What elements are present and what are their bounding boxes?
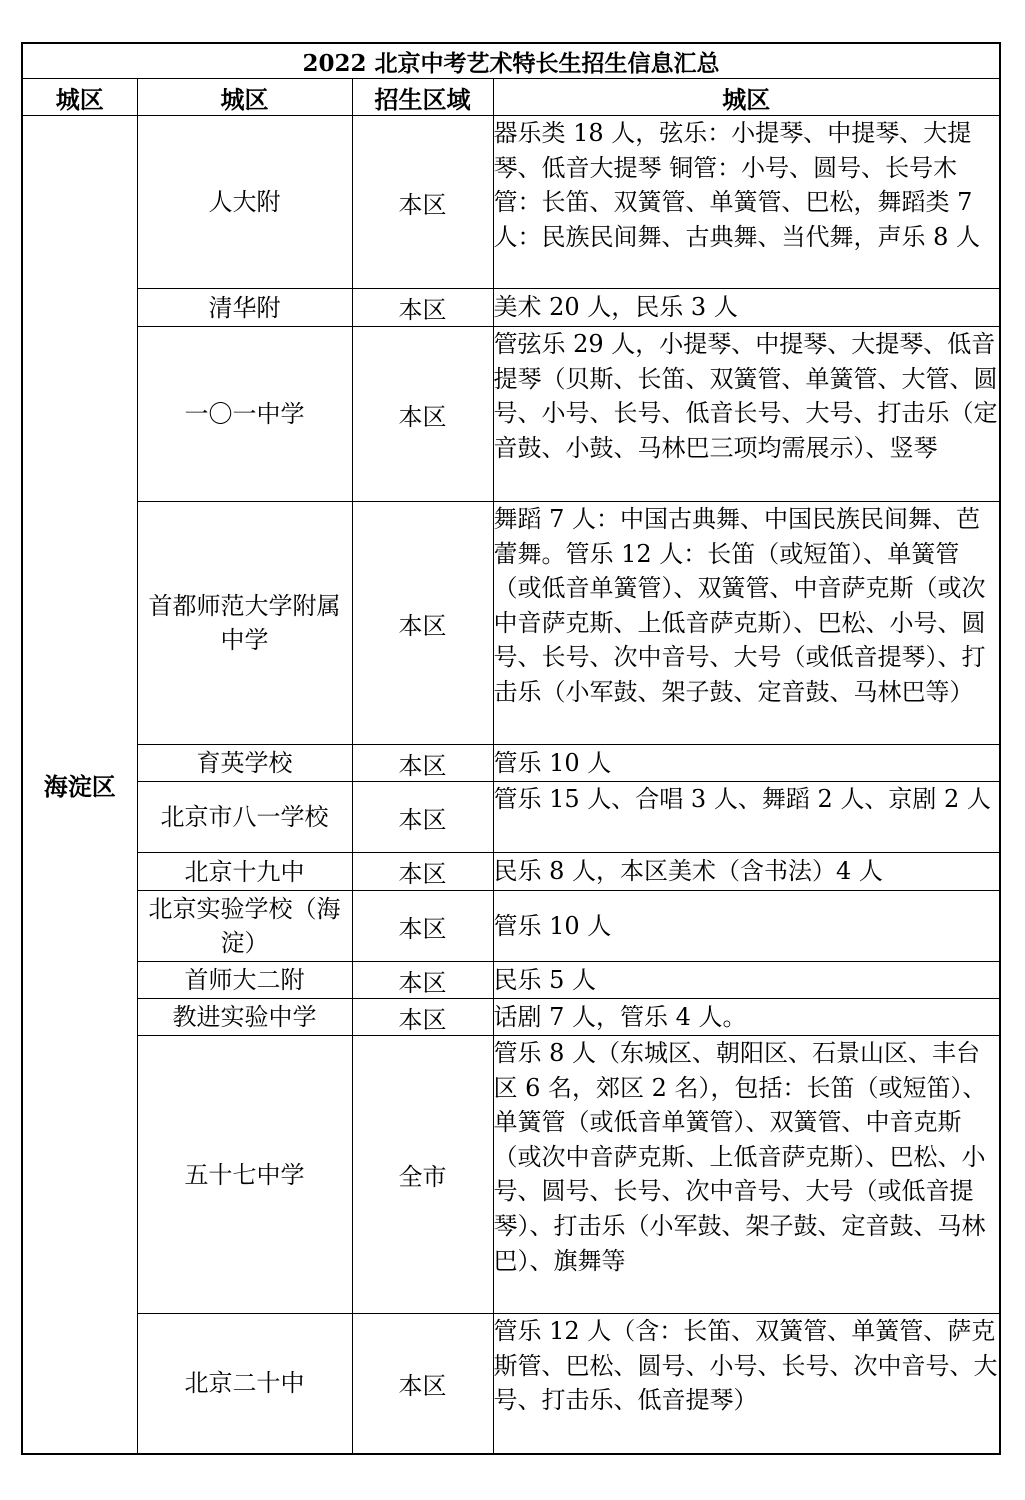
enroll-area: 本区 xyxy=(352,289,493,327)
table-row xyxy=(22,891,1000,962)
school-name: 育英学校 xyxy=(137,745,352,782)
table-row xyxy=(22,782,1000,853)
enroll-area: 本区 xyxy=(352,327,493,502)
enroll-info: 管弦乐 29 人，小提琴、中提琴、大提琴、低音提琴（贝斯、长笛、双簧管、单簧管、大管、圆号、小号、长号、低音长号、大号、打击乐（定音鼓、小鼓、马林巴三项均需展示）、竖琴 xyxy=(493,327,1000,502)
enroll-info: 管乐 10 人 xyxy=(493,745,1000,782)
enroll-area: 全市 xyxy=(352,1036,493,1314)
enroll-area: 本区 xyxy=(352,116,493,289)
school-name: 清华附 xyxy=(137,289,352,327)
school-name: 首都师范大学附属中学 xyxy=(137,502,352,745)
table-row xyxy=(22,327,1000,502)
table-row xyxy=(22,1314,1000,1454)
school-name: 首师大二附 xyxy=(137,962,352,999)
table-title: 2022 北京中考艺术特长生招生信息汇总 xyxy=(22,43,1000,79)
header-area: 招生区域 xyxy=(352,79,493,116)
school-name: 一〇一中学 xyxy=(137,327,352,502)
school-name: 北京二十中 xyxy=(137,1314,352,1454)
school-name: 北京市八一学校 xyxy=(137,782,352,853)
enroll-info: 管乐 10 人 xyxy=(493,891,1000,962)
enroll-area: 本区 xyxy=(352,782,493,853)
school-name: 教进实验中学 xyxy=(137,999,352,1036)
enroll-info: 话剧 7 人，管乐 4 人。 xyxy=(493,999,1000,1036)
enroll-info: 美术 20 人，民乐 3 人 xyxy=(493,289,1000,327)
header-row xyxy=(22,79,1000,116)
enroll-info: 管乐 8 人（东城区、朝阳区、石景山区、丰台区 6 名，郊区 2 名），包括：长笛（或短笛）、单簧管（或低音单簧管）、双簧管、中音克斯（或次中音萨克斯、上低音萨克斯）、巴松、小号、圆号、长号、次中音号、大号（或低音提琴）、打击乐（小军鼓、架子鼓、定音鼓、马林巴）、旗舞等 xyxy=(493,1036,1000,1314)
school-name: 五十七中学 xyxy=(137,1036,352,1314)
table-row xyxy=(22,1036,1000,1314)
enroll-info: 民乐 5 人 xyxy=(493,962,1000,999)
table-row xyxy=(22,999,1000,1036)
enroll-info: 舞蹈 7 人：中国古典舞、中国民族民间舞、芭蕾舞。管乐 12 人：长笛（或短笛）、单簧管（或低音单簧管）、双簧管、中音萨克斯（或次中音萨克斯、上低音萨克斯）、巴松、小号、圆号、长号、次中音号、大号（或低音提琴）、打击乐（小军鼓、架子鼓、定音鼓、马林巴等） xyxy=(493,502,1000,745)
enroll-area: 本区 xyxy=(352,962,493,999)
table-row xyxy=(22,962,1000,999)
district-cell: 海淀区 xyxy=(22,116,137,1454)
enroll-area: 本区 xyxy=(352,891,493,962)
enroll-info: 器乐类 18 人，弦乐：小提琴、中提琴、大提琴、低音大提琴 铜管：小号、圆号、长号木管：长笛、双簧管、单簧管、巴松，舞蹈类 7 人：民族民间舞、古典舞、当代舞，声乐 8 人 xyxy=(493,116,1000,289)
table-row xyxy=(22,745,1000,782)
enroll-info: 管乐 12 人（含：长笛、双簧管、单簧管、萨克斯管、巴松、圆号、小号、长号、次中音号、大号、打击乐、低音提琴） xyxy=(493,1314,1000,1454)
header-district: 城区 xyxy=(22,79,137,116)
header-info: 城区 xyxy=(493,79,1000,116)
school-name: 北京实验学校（海淀） xyxy=(137,891,352,962)
table-row xyxy=(22,502,1000,745)
enroll-area: 本区 xyxy=(352,999,493,1036)
enroll-area: 本区 xyxy=(352,745,493,782)
enroll-area: 本区 xyxy=(352,502,493,745)
school-name: 人大附 xyxy=(137,116,352,289)
enroll-area: 本区 xyxy=(352,1314,493,1454)
header-school: 城区 xyxy=(137,79,352,116)
title-row xyxy=(22,43,1000,79)
enroll-area: 本区 xyxy=(352,853,493,891)
school-name: 北京十九中 xyxy=(137,853,352,891)
enroll-info: 管乐 15 人、合唱 3 人、舞蹈 2 人、京剧 2 人 xyxy=(493,782,1000,853)
table-row xyxy=(22,116,1000,289)
enroll-info: 民乐 8 人，本区美术（含书法）4 人 xyxy=(493,853,1000,891)
admission-table xyxy=(21,42,1001,1455)
table-row xyxy=(22,289,1000,327)
table-row xyxy=(22,853,1000,891)
